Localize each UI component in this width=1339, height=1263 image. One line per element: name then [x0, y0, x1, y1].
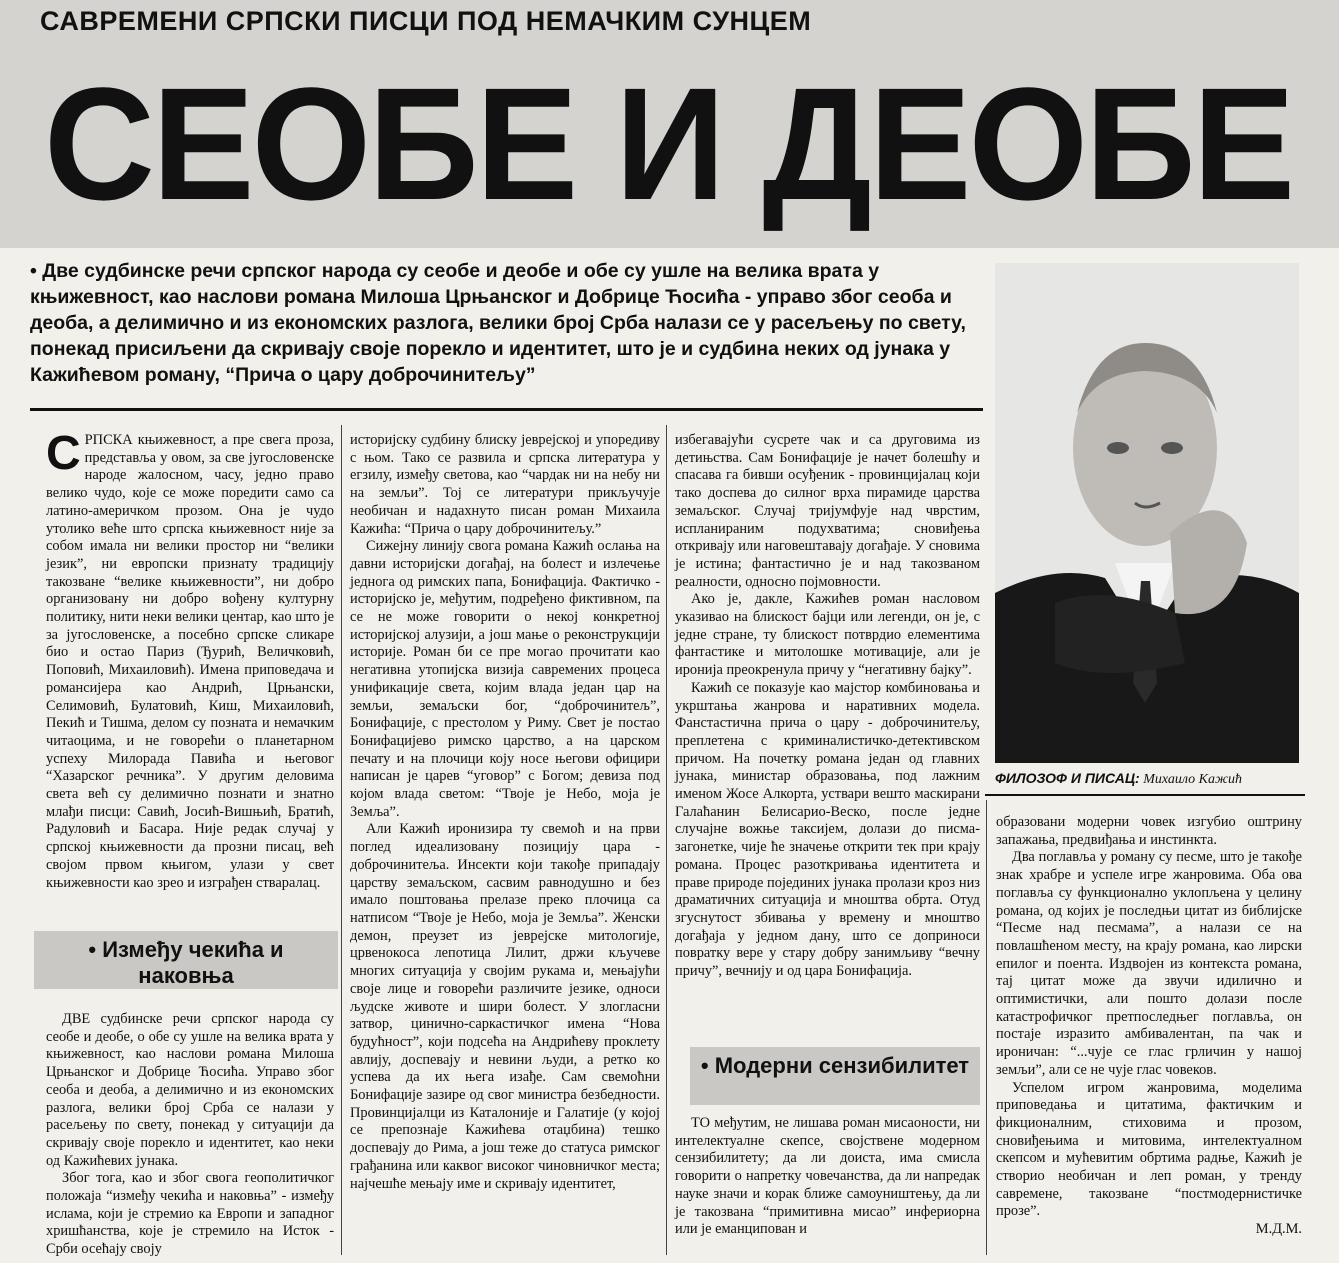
author-photo: [995, 263, 1299, 763]
author-signature: М.Д.М.: [1255, 1221, 1302, 1238]
headline: СЕОБЕ И ДЕОБЕ: [44, 54, 1293, 233]
caption-label: ФИЛОЗОФ И ПИСАЦ:: [995, 770, 1140, 786]
header-band: [0, 0, 1339, 248]
lead-paragraph: • Две судбинске речи српског народа су сеобе и деобе и обе су ушле на велика врата у књижевност, као наслови романа Милоша Црњанског и Добрице Ћосића - управо због сеоба и деоба, а делимично и из економских разлога, велики број Срба налази се у расељењу по свету, понекад присиљени да скривају своје порекло и идентитет, што је и судбина неких од јунака у Кажићевом роману, “Прича о цару доброчинитељу”: [30, 260, 966, 386]
lead-divider: [30, 408, 983, 411]
column-2: [350, 432, 660, 1193]
portrait-image: [995, 263, 1299, 763]
subhead-modern-sensibility: • Модерни сензибилитет: [690, 1047, 980, 1105]
kicker: САВРЕМЕНИ СРПСКИ ПИСЦИ ПОД НЕМАЧКИМ СУНЦЕМ: [40, 6, 812, 36]
photo-caption: [995, 770, 1299, 788]
column-4: [996, 814, 1302, 1239]
drop-cap: С: [46, 427, 81, 480]
col3-paragraph-3: Кажић се показује као мајстор комбиновања и укрштања жанрова и наративних модела. Фанстастична прича о цару - доброчинитељу, преплетена с криминалистичко-детективском причом. На почетку романа један од главних јунака, министар образовања, под лажним именом Жосе Алкорта, уствари вешто маскирани Галаћанин Белисарио-Веско, после једне случајне вожње таксијем, долази до писма-загонетке, чије ће значење открити тек при крају романа. Процес разоткривања идентитета и праве природе појединих јунака пролази кроз низ драматичних ситуација и мноштва обрта. Отуд згуснутост збивања у времену и мноштво догађаја у једном дану, што се доприноси повратку вере у стару добру занимљиву “вечну причу”, вечнију и од цара Бонифација.: [675, 679, 980, 980]
col1-paragraph-1: СРПСКА књижевност, а пре свега проза, представља у овом, за све југословенске народе жалосном, часу, једно право велико чудо, које се може поредити само са латино-америчком прозом. Она је чудо утолико веће што српска књижевност није за собом имала ни велики простор ни “велики језик”, ни европски признату традицију такозване “велике књижевности”, ни добро организовану ни добро вођену културну политику, нити неки велики центар, као што је за југословенске, а посебно српске сликаре био и остао Париз (Ђурић, Величковић, Поповић, Михаиловић). Имена приповедача и романсијера као Андрић, Црњански, Селимовић, Булатовић, Киш, Михаиловић, Пекић и Тишма, делом су позната и немачким читаоцима, и не говорећи о планетарном успеху Милорада Павића и његовог “Хазарског речника”. У другим деловима света већ су делимично познати и знатно млађи писци: Савић, Јосић-Вишњић, Братић, Радуловић и Басара. Није редак случај у српској књижевности да прозни писац, већ својом првом књигом, улази у свет књижевности као зрео и изграђен стваралац.: [46, 427, 334, 891]
column-1: [46, 427, 334, 892]
col3-paragraph-2: Ако је, дакле, Кажићев роман насловом указивао на блискост бајци или легенди, он је, с једне стране, ту блискост потврдио елементима фантастике и митолошке мотивације, али је иронија преокренула причу у “негативну бајку”.: [675, 591, 980, 679]
col1-paragraph-2: ДВЕ судбинске речи српског народа су сеобе и деобе, о обе су ушле на велика врата у књижевност, као наслови романа Милоша Црњанског и Добрице Ћосића. Управо због сеоба и деоба, а делимично и из економских разлога, велики број Срба се налази у расељењу по свету, понекад у ситуацији да скривају своје порекло и идентитет, као неки од Кажићевих јунака.: [46, 1011, 334, 1169]
col4-paragraph-2: Два поглавља у роману су песме, што је такође знак храбре и успеле игре жанровима. Оба ова поглавља су функционално уклопљена у целину романа, од којих је последњи цитат из библијске “Песме над песмама”, а налази се на повлашћеном месту, на крају романа, као лирски епилог и поента. Издвојен из контекста романа, тај цитат може да звучи идилично и оптимистички, али пошто долази после катастрофичког претпоследњег поглавља, он постаје изразито амбивалентан, па чак и ироничан: “...чује се глас грличин у нашој земљи”, али се не чује глас човеков.: [996, 849, 1302, 1078]
col2-paragraph-2: Сижејну линију свога романа Кажић ослања на давни историјски догађај, на болест и излечење једнога од римских папа, Бонифација. Фактичко - историјско је, међутим, подређено фиктивном, па се не може говорити о некој конкретној историјској алузији, а још мање о реконструкцији историје. Роман би се пре могао прочитати као негативна утопијска визија савремених процеса унификације света, којим влада један цар на земљи, земаљски бог, “доброчинитељ”, Бонифације, с престолом у Риму. Свет је постао Бонифацијево римско царство, а на царском печату и на плочици коју носе његови официри написан је царев “уговор” с Богом; девиза под којом влада светом: “Твоје је Небо, моја је Земља”.: [350, 538, 660, 820]
col1-paragraph-3: Због тога, као и због свога геополитичког положаја “између чекића и наковња” - између ислама, који је стремио ка Европи и западног хришћанства, које је стремило на Исток - Срби осећају своју: [46, 1170, 334, 1258]
column-rule-2: [666, 425, 667, 1255]
column-rule-3: [986, 800, 987, 1255]
column-rule-1: [341, 425, 342, 1255]
column-3: [675, 432, 980, 981]
col3-paragraph-4: ТО међутим, не лишава роман мисаоности, ни интелектуалне скепсе, својствене модерном сензибилитету; да ли доиста, има смисла говорити о напретку човечанства, да ли напредак науке значи и корак ближе самоуништењу, да ли је такозвана “примитивна мисао” инфериорна или је еманципован и: [675, 1115, 980, 1238]
caption-name: Михаило Кажић: [1143, 772, 1242, 787]
caption-divider: [985, 794, 1305, 796]
column-3-lower: [675, 1115, 980, 1239]
column-1-lower: [46, 1011, 334, 1259]
col4-paragraph-3: Успелом игром жанровима, моделима приповедања и цитатима, фактичким и фикционалним, стиховима и прозом, сновиђењима и митовима, интелектуалном скепсом и мућевитим обртима радње, Кажић је створио необичан и леп роман, у тренду савремене, такозване “постмодернистичке прозе”.: [996, 1079, 1302, 1220]
col2-paragraph-3: Али Кажић иронизира ту свемоћ и на први поглед идеализовану позицију цара - доброчинитеља. Инсекти који такође припадају царству земаљском, сасвим равнодушно и без имало поштовања прелазе преко плочица са натписом “Твоје је Небо, моја је Земља”. Женски демон, преузет из јеврејске митологије, црвенокоса лепотица Лилит, држи кључеве многих ситуација у својим рукама и, мењајући своје лице и говорећи различите језике, односи људске животе и шири болест. У злогласни затвор, цинично-саркастичког имена “Нова будућност”, који подсећа на Андрићеву проклету авлију, доспевају и невини људи, а ретко ко успева да их њега изађе. Сам свемоћни Бонифације зазире од свог министра безбедности. Провинцијалци из Каталоније и Галатије (у којој се препознаје Кажићева отаџбина) тешко доспевају до Рима, а још теже до статуса римског грађанина или каквог високог чиновничког места; најчешће мењају име и скривају идентитет,: [350, 821, 660, 1192]
col3-paragraph-1: избегавајући сусрете чак и са друговима из детињства. Сам Бонифације је начет болешћу и спасава га бивши осуђеник - провинцијалац који тако доспева до силног врха пирамиде царства земаљског. Случај тријумфује над чврстим, испланираним подухватима; сновиђења откривају или наговештавају догађаје. У сновима је истина; фантастично је и над такозваном реалности, односно појмовности.: [675, 432, 980, 590]
col4-paragraph-1: образовани модерни човек изгубио оштрину запажања, предвиђања и инстинкта.: [996, 814, 1302, 848]
subhead-hammer-anvil: • Између чекића и наковња: [34, 931, 338, 989]
col2-paragraph-1: историјску судбину блиску јеврејској и упоредиву с њом. Тако се развила и српска литература у егзилу, између светова, као “чардак ни на небу ни на земљи”. Тој се литератури прикључује необичан и надахнуто писан роман Михаила Кажића: “Прича о цару доброчинитељу.”: [350, 432, 660, 537]
